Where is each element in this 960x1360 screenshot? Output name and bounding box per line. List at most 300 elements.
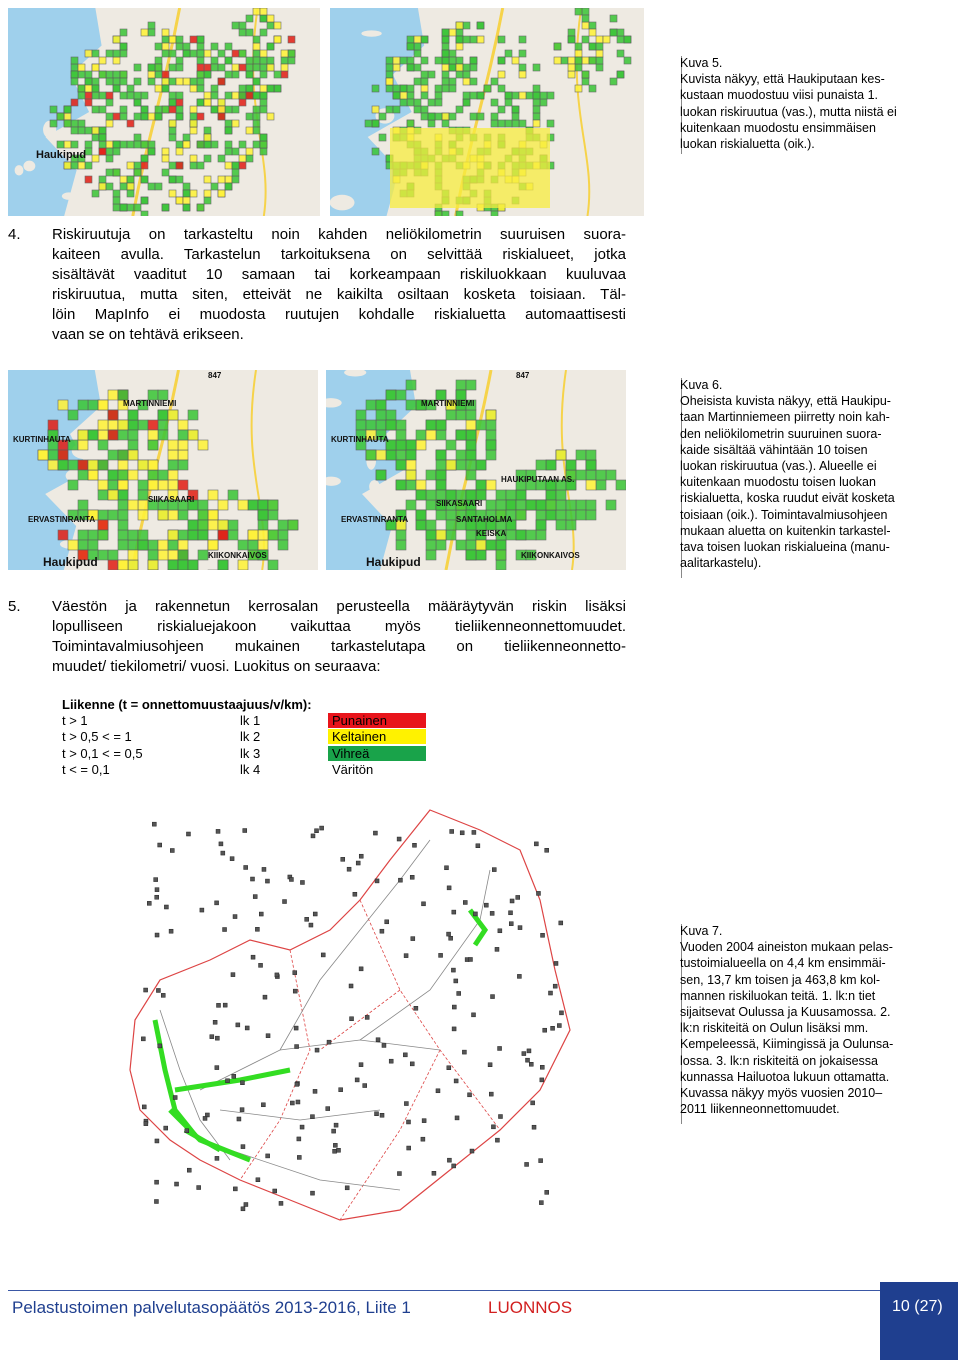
place-label: Haukipud xyxy=(366,555,421,569)
risk-grid-cell xyxy=(197,99,204,106)
risk-grid-cell xyxy=(183,183,190,190)
risk-grid-cell xyxy=(372,106,379,113)
accident-marker xyxy=(310,1191,314,1195)
accident-marker xyxy=(517,974,521,978)
risk-grid-cell xyxy=(178,420,188,430)
risk-grid-cell xyxy=(169,78,176,85)
risk-grid-cell xyxy=(414,43,421,50)
accident-marker xyxy=(241,1207,245,1211)
risk-grid-cell xyxy=(498,57,505,64)
risk-grid-cell xyxy=(113,141,120,148)
risk-grid-cell xyxy=(176,99,183,106)
place-label: KIIKONKAIVOS xyxy=(208,551,267,560)
risk-grid-cell xyxy=(463,92,470,99)
risk-grid-cell xyxy=(442,43,449,50)
legend-row xyxy=(62,761,374,778)
risk-grid-cell xyxy=(232,92,239,99)
accident-marker xyxy=(259,912,263,916)
risk-grid-cell xyxy=(281,71,288,78)
risk-grid-cell xyxy=(162,36,169,43)
risk-grid-cell xyxy=(274,85,281,92)
risk-grid-cell xyxy=(426,500,436,510)
accident-marker xyxy=(452,1027,456,1031)
risk-grid-cell xyxy=(183,204,190,211)
accident-marker xyxy=(410,875,414,879)
accident-marker xyxy=(375,879,379,883)
risk-grid-cell xyxy=(106,71,113,78)
accident-marker xyxy=(186,832,190,836)
accident-marker xyxy=(412,843,416,847)
accident-marker xyxy=(468,957,472,961)
risk-grid-cell xyxy=(446,440,456,450)
risk-grid-cell xyxy=(506,490,516,500)
risk-grid-cell xyxy=(218,520,228,530)
risk-grid-cell xyxy=(204,71,211,78)
risk-grid-cell xyxy=(526,530,536,540)
accident-marker xyxy=(365,1015,369,1019)
island-shape xyxy=(23,161,35,172)
map-kuva5-left xyxy=(8,8,320,216)
accident-marker xyxy=(327,1040,331,1044)
risk-grid-cell xyxy=(88,400,98,410)
risk-grid-cell xyxy=(108,490,118,500)
risk-grid-cell xyxy=(162,169,169,176)
risk-grid-cell xyxy=(176,197,183,204)
risk-grid-cell xyxy=(99,148,106,155)
risk-grid-cell xyxy=(476,420,486,430)
risk-grid-cell xyxy=(48,460,58,470)
risk-grid-cell xyxy=(78,540,88,550)
risk-grid-cell xyxy=(239,50,246,57)
risk-grid-cell xyxy=(406,440,416,450)
accident-marker xyxy=(197,1186,201,1190)
accident-marker xyxy=(332,1129,336,1133)
risk-grid-cell xyxy=(463,36,470,43)
risk-grid-cell xyxy=(169,162,176,169)
risk-grid-cell xyxy=(456,36,463,43)
risk-grid-cell xyxy=(426,430,436,440)
risk-grid-cell xyxy=(449,64,456,71)
risk-grid-cell xyxy=(446,510,456,520)
risk-grid-cell xyxy=(406,470,416,480)
accident-marker xyxy=(279,1201,283,1205)
risk-grid-cell xyxy=(58,400,68,410)
risk-grid-cell xyxy=(589,22,596,29)
risk-grid-cell xyxy=(92,190,99,197)
risk-grid-cell xyxy=(148,540,158,550)
risk-grid-cell xyxy=(85,71,92,78)
risk-grid-cell xyxy=(176,78,183,85)
risk-grid-cell xyxy=(260,15,267,22)
risk-grid-cell xyxy=(421,113,428,120)
risk-grid-cell xyxy=(71,64,78,71)
legend-condition: t > 0,1 < = 0,5 xyxy=(62,745,143,761)
risk-grid-cell xyxy=(496,500,506,510)
risk-grid-cell xyxy=(148,440,158,450)
risk-grid-cell xyxy=(421,36,428,43)
risk-grid-cell xyxy=(176,141,183,148)
legend-color-swatch: Vihreä xyxy=(328,746,426,761)
risk-grid-cell xyxy=(225,92,232,99)
risk-grid-cell xyxy=(158,410,168,420)
risk-grid-cell xyxy=(204,176,211,183)
risk-grid-cell xyxy=(113,36,120,43)
risk-grid-cell xyxy=(68,460,78,470)
risk-grid-cell xyxy=(98,530,108,540)
accident-marker xyxy=(233,1187,237,1191)
legend-row xyxy=(62,745,370,762)
risk-grid-cell xyxy=(596,50,603,57)
caption-line: sen, 13,7 km toisen ja 463,8 km kol- xyxy=(680,972,881,987)
risk-grid-cell xyxy=(407,36,414,43)
risk-grid-cell xyxy=(416,430,426,440)
risk-grid-cell xyxy=(92,64,99,71)
risk-grid-cell xyxy=(138,540,148,550)
caption-line: sijaitsevat Oulussa ja Kuusamossa. 2. xyxy=(680,1005,891,1020)
risk-grid-cell xyxy=(456,430,466,440)
accident-marker xyxy=(509,922,513,926)
risk-grid-cell xyxy=(463,71,470,78)
risk-grid-cell xyxy=(566,510,576,520)
risk-grid-cell xyxy=(606,500,616,510)
risk-grid-cell xyxy=(435,113,442,120)
risk-grid-cell xyxy=(88,530,98,540)
risk-grid-cell xyxy=(466,460,476,470)
risk-grid-cell xyxy=(589,85,596,92)
accident-marker xyxy=(217,1003,221,1007)
accident-marker xyxy=(170,848,174,852)
risk-grid-cell xyxy=(566,500,576,510)
risk-grid-cell xyxy=(228,520,238,530)
risk-grid-cell xyxy=(78,400,88,410)
risk-grid-cell xyxy=(176,106,183,113)
island-shape xyxy=(62,192,76,199)
accident-marker xyxy=(251,955,255,959)
risk-grid-cell xyxy=(138,530,148,540)
caption-line: 2011 liikenneonnettomuudet. xyxy=(680,1102,840,1117)
risk-grid-cell xyxy=(449,113,456,120)
risk-grid-cell xyxy=(268,500,278,510)
risk-grid-cell xyxy=(183,78,190,85)
risk-grid-cell xyxy=(456,106,463,113)
accident-marker xyxy=(141,1037,145,1041)
risk-grid-cell xyxy=(108,560,118,570)
place-label: SANTAHOLMA xyxy=(456,515,513,524)
risk-grid-cell xyxy=(127,162,134,169)
risk-grid-cell xyxy=(414,78,421,85)
risk-grid-cell xyxy=(536,510,546,520)
risk-grid-cell xyxy=(155,85,162,92)
risk-grid-cell xyxy=(85,85,92,92)
risk-grid-cell xyxy=(416,480,426,490)
risk-grid-cell xyxy=(268,510,278,520)
caption-line: lk:n riskiteitä on Oulun lisäksi mm. xyxy=(680,1021,869,1036)
place-label: KURTINHAUTA xyxy=(13,435,71,444)
risk-grid-cell xyxy=(92,155,99,162)
risk-grid-cell xyxy=(162,43,169,50)
risk-grid-cell xyxy=(470,57,477,64)
risk-grid-cell xyxy=(169,64,176,71)
risk-grid-cell xyxy=(406,460,416,470)
accident-marker xyxy=(380,929,384,933)
risk-grid-cell xyxy=(85,92,92,99)
risk-grid-cell xyxy=(616,480,626,490)
risk-grid-cell xyxy=(446,520,456,530)
risk-grid-cell xyxy=(58,530,68,540)
risk-grid-cell xyxy=(197,57,204,64)
risk-grid-cell xyxy=(78,440,88,450)
risk-grid-cell xyxy=(260,134,267,141)
risk-grid-cell xyxy=(396,440,406,450)
risk-grid-cell xyxy=(426,490,436,500)
accident-marker xyxy=(244,1203,248,1207)
accident-marker xyxy=(216,829,220,833)
risk-grid-cell xyxy=(491,78,498,85)
risk-grid-cell xyxy=(278,530,288,540)
risk-grid-cell xyxy=(113,190,120,197)
risk-grid-cell xyxy=(260,106,267,113)
accident-marker xyxy=(300,880,304,884)
accident-marker xyxy=(173,1096,177,1100)
risk-grid-cell xyxy=(376,420,386,430)
risk-grid-cell xyxy=(372,85,379,92)
caption-line: kustaan muodostuu viisi punaista 1. xyxy=(680,88,879,103)
risk-grid-cell xyxy=(78,500,88,510)
risk-grid-cell xyxy=(281,57,288,64)
risk-grid-cell xyxy=(400,92,407,99)
risk-grid-cell xyxy=(436,430,446,440)
accident-marker xyxy=(155,1139,159,1143)
risk-grid-cell xyxy=(118,560,128,570)
accident-marker xyxy=(261,1103,265,1107)
risk-grid-cell xyxy=(158,550,168,560)
accident-marker xyxy=(452,910,456,914)
risk-grid-cell xyxy=(127,92,134,99)
risk-grid-cell xyxy=(98,550,108,560)
risk-grid-cell xyxy=(396,530,406,540)
risk-grid-cell xyxy=(556,450,566,460)
accident-marker xyxy=(223,928,227,932)
risk-grid-cell xyxy=(78,430,88,440)
risk-grid-cell xyxy=(113,169,120,176)
accident-marker xyxy=(447,1158,451,1162)
risk-grid-cell xyxy=(278,540,288,550)
accident-marker xyxy=(241,1145,245,1149)
accident-marker xyxy=(240,1108,244,1112)
risk-grid-cell xyxy=(406,400,416,410)
risk-grid-cell xyxy=(536,460,546,470)
risk-grid-cell xyxy=(85,127,92,134)
risk-grid-cell xyxy=(98,490,108,500)
risk-grid-cell xyxy=(456,540,466,550)
accident-marker xyxy=(226,1079,230,1083)
risk-grid-cell xyxy=(260,71,267,78)
risk-grid-cell xyxy=(218,64,225,71)
accident-marker xyxy=(422,1119,426,1123)
risk-grid-cell xyxy=(536,530,546,540)
accident-marker xyxy=(452,1164,456,1168)
accident-marker xyxy=(452,1005,456,1009)
risk-grid-cell xyxy=(260,148,267,155)
risk-grid-cell xyxy=(576,470,586,480)
risk-grid-cell xyxy=(134,64,141,71)
risk-grid-cell xyxy=(238,500,248,510)
risk-grid-cell xyxy=(466,380,476,390)
risk-grid-cell xyxy=(128,540,138,550)
risk-grid-cell xyxy=(258,530,268,540)
risk-grid-cell xyxy=(516,490,526,500)
risk-grid-cell xyxy=(99,71,106,78)
risk-grid-cell xyxy=(120,50,127,57)
risk-grid-cell xyxy=(98,510,108,520)
risk-grid-cell xyxy=(624,57,631,64)
risk-grid-cell xyxy=(155,57,162,64)
risk-grid-cell xyxy=(442,36,449,43)
risk-grid-cell xyxy=(197,78,204,85)
risk-grid-cell xyxy=(406,450,416,460)
risk-grid-cell xyxy=(92,78,99,85)
accident-marker xyxy=(359,854,363,858)
place-label: SIIKASAARI xyxy=(436,499,483,508)
risk-grid-cell xyxy=(516,500,526,510)
accident-marker xyxy=(305,917,309,921)
risk-grid-cell xyxy=(596,64,603,71)
risk-grid-cell xyxy=(208,540,218,550)
risk-grid-cell xyxy=(428,120,435,127)
risk-grid-cell xyxy=(168,510,178,520)
accident-marker xyxy=(266,1154,270,1158)
risk-grid-cell xyxy=(442,78,449,85)
risk-grid-cell xyxy=(78,71,85,78)
risk-grid-cell xyxy=(148,141,155,148)
risk-grid-cell xyxy=(586,510,596,520)
risk-grid-cell xyxy=(386,106,393,113)
accident-marker xyxy=(283,900,287,904)
risk-grid-cell xyxy=(118,500,128,510)
risk-grid-cell xyxy=(491,113,498,120)
accident-marker xyxy=(422,902,426,906)
risk-grid-cell xyxy=(120,43,127,50)
risk-grid-cell xyxy=(379,113,386,120)
accident-marker xyxy=(215,901,219,905)
risk-grid-cell xyxy=(486,420,496,430)
risk-grid-cell xyxy=(466,530,476,540)
place-label: 847 xyxy=(208,371,222,380)
accident-marker xyxy=(266,1034,270,1038)
accident-marker xyxy=(310,1115,314,1119)
accident-marker xyxy=(404,954,408,958)
risk-grid-cell xyxy=(258,510,268,520)
risk-grid-cell xyxy=(246,148,253,155)
risk-grid-cell xyxy=(477,113,484,120)
place-label: KURTINHAUTA xyxy=(331,435,389,444)
risk-grid-cell xyxy=(407,92,414,99)
accident-marker xyxy=(454,1079,458,1083)
risk-grid-cell xyxy=(190,50,197,57)
risk-grid-cell xyxy=(106,113,113,120)
risk-grid-cell xyxy=(190,113,197,120)
page-number-box xyxy=(880,1282,958,1360)
risk-grid-cell xyxy=(138,490,148,500)
risk-grid-cell xyxy=(99,92,106,99)
risk-grid-cell xyxy=(556,500,566,510)
risk-grid-cell xyxy=(176,148,183,155)
risk-grid-cell xyxy=(246,113,253,120)
risk-grid-cell xyxy=(71,127,78,134)
risk-grid-cell xyxy=(176,36,183,43)
risk-grid-cell xyxy=(88,540,98,550)
accident-marker xyxy=(491,1125,495,1129)
caption-line: taan Martinniemeen piirretty noin kah- xyxy=(680,410,890,425)
risk-grid-cell xyxy=(134,99,141,106)
risk-grid-cell xyxy=(400,57,407,64)
risk-grid-cell xyxy=(526,500,536,510)
paragraph-line: kaiteen avulla. Tarkastelun tarkoituksena on selvittää riskialueet, jotka xyxy=(52,246,626,263)
risk-grid-cell xyxy=(88,460,98,470)
risk-grid-cell xyxy=(197,71,204,78)
footer-draft-label: LUONNOS xyxy=(488,1298,573,1317)
caption-line: luokan riskialuetta (oik.). xyxy=(680,137,815,152)
risk-grid-cell xyxy=(258,500,268,510)
accident-marker xyxy=(349,984,353,988)
accident-marker xyxy=(488,1063,492,1067)
risk-grid-cell xyxy=(267,113,274,120)
risk-grid-cell xyxy=(568,29,575,36)
risk-grid-cell xyxy=(158,540,168,550)
risk-grid-cell xyxy=(421,71,428,78)
risk-grid-cell xyxy=(148,78,155,85)
risk-grid-cell xyxy=(436,470,446,480)
risk-grid-cell xyxy=(108,550,118,560)
risk-grid-cell xyxy=(498,120,505,127)
risk-grid-cell xyxy=(176,113,183,120)
risk-grid-cell xyxy=(365,120,372,127)
accident-marker xyxy=(531,1101,535,1105)
risk-grid-cell xyxy=(239,155,246,162)
risk-grid-cell xyxy=(446,410,456,420)
risk-grid-cell xyxy=(586,500,596,510)
accident-marker xyxy=(498,1046,502,1050)
risk-grid-cell xyxy=(106,183,113,190)
risk-grid-cell xyxy=(162,148,169,155)
risk-grid-cell xyxy=(113,148,120,155)
risk-grid-cell xyxy=(106,120,113,127)
risk-grid-cell xyxy=(113,78,120,85)
risk-grid-cell xyxy=(246,85,253,92)
risk-grid-cell xyxy=(476,460,486,470)
accident-marker xyxy=(210,1035,214,1039)
risk-grid-cell xyxy=(58,460,68,470)
risk-grid-cell xyxy=(128,560,138,570)
accident-marker xyxy=(432,1171,436,1175)
risk-grid-cell xyxy=(556,510,566,520)
risk-grid-cell xyxy=(106,141,113,148)
accident-marker xyxy=(532,1125,536,1129)
accident-marker xyxy=(315,1048,319,1052)
risk-grid-cell xyxy=(484,85,491,92)
caption-line: Oheisista kuvista näkyy, että Haukipu- xyxy=(680,394,891,409)
risk-grid-cell xyxy=(85,99,92,106)
risk-grid-cell xyxy=(134,162,141,169)
risk-grid-cell xyxy=(218,530,228,540)
risk-area-yellow xyxy=(390,128,550,208)
accident-marker xyxy=(164,1126,168,1130)
accident-marker xyxy=(439,953,443,957)
risk-grid-cell xyxy=(148,430,158,440)
island-shape xyxy=(361,30,381,36)
risk-grid-cell xyxy=(576,500,586,510)
risk-grid-cell xyxy=(519,120,526,127)
